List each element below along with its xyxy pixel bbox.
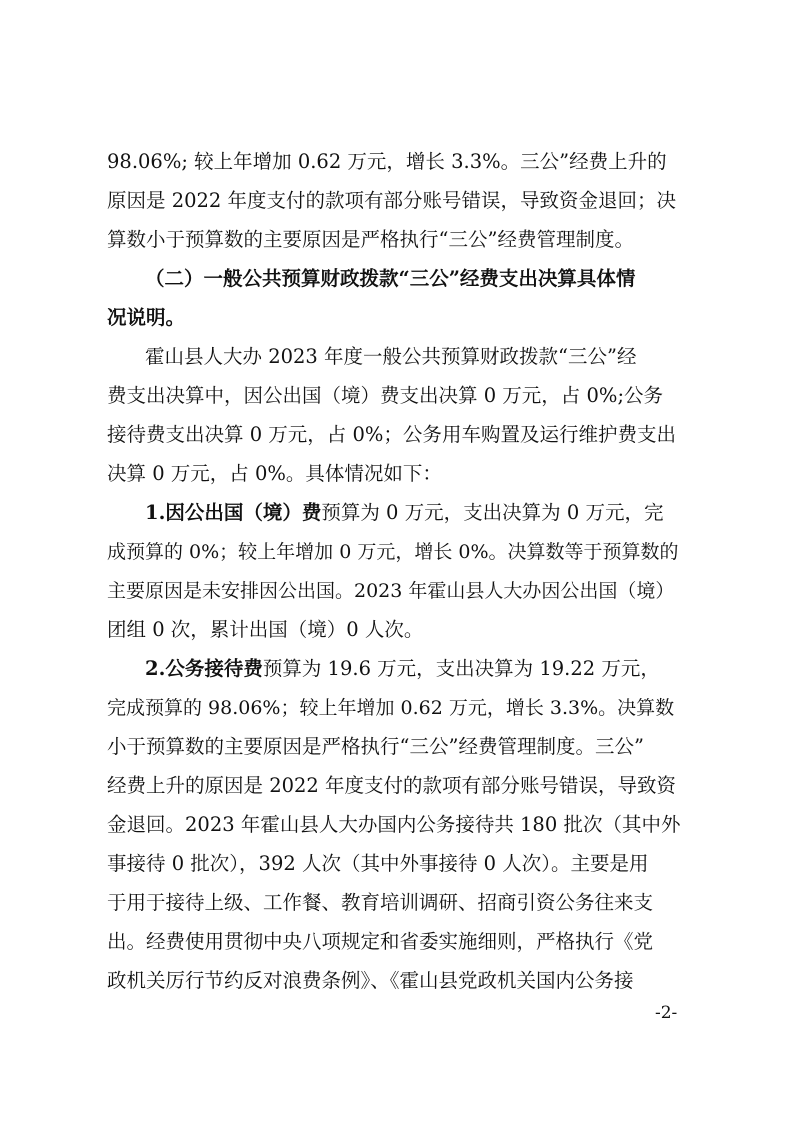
paragraph-line: 小于预算数的主要原因是严格执行“三公”经费管理制度。三公”	[107, 735, 644, 758]
item-line	[145, 500, 663, 526]
item-line	[145, 656, 660, 682]
paragraph-line: 接待费支出决算 0 万元，占 0%；公务用车购置及运行维护费支出	[107, 423, 676, 446]
paragraph-line: 事接待 0 批次），392 人次（其中外事接待 0 人次）。主要是用	[107, 852, 649, 875]
section-heading-line: 况说明。	[107, 306, 186, 329]
paragraph-line: 费支出决算中，因公出国（境）费支出决算 0 万元，占 0%;公务	[107, 384, 664, 407]
item-text: 预算为 0 万元，支出决算为 0 万元，完	[321, 501, 664, 524]
paragraph-line: 团组 0 次，累计出国（境）0 人次。	[107, 618, 424, 641]
paragraph-line: 政机关厉行节约反对浪费条例》、《霍山县党政机关国内公务接	[107, 969, 634, 992]
paragraph-line: 原因是 2022 年度支付的款项有部分账号错误，导致资金退回；决	[107, 189, 677, 212]
section-heading-line: （二）一般公共预算财政拨款“三公”经费支出决算具体情	[145, 267, 636, 290]
item-heading: 2.公务接待费	[145, 657, 263, 680]
page-number: -2-	[655, 1003, 678, 1023]
paragraph-line: 成预算的 0%；较上年增加 0 万元，增长 0%。决算数等于预算数的	[107, 541, 679, 563]
paragraph-line: 经费上升的原因是 2022 年度支付的款项有部分账号错误，导致资	[107, 774, 677, 797]
item-text: 预算为 19.6 万元，支出决算为 19.22 万元，	[262, 657, 660, 680]
paragraph-line: 主要原因是未安排因公出国。2023 年霍山县人大办因公出国（境）	[107, 580, 675, 602]
paragraph-line: 金退回。2023 年霍山县人大办国内公务接待共 180 批次（其中外	[107, 813, 681, 836]
paragraph-line: 霍山县人大办 2023 年度一般公共预算财政拨款“三公”经	[145, 345, 637, 368]
paragraph-line: 于用于接待上级、工作餐、教育培训调研、招商引资公务往来支	[107, 891, 654, 914]
item-heading: 1.因公出国（境）费	[145, 501, 322, 524]
paragraph-line: 决算 0 万元，占 0%。具体情况如下：	[107, 462, 442, 485]
paragraph-line: 算数小于预算数的主要原因是严格执行“三公”经费管理制度。	[107, 228, 634, 251]
paragraph-line: 98.06%; 较上年增加 0.62 万元，增长 3.3%。三公”经费上升的	[107, 150, 667, 173]
paragraph-line: 出。经费使用贯彻中央八项规定和省委实施细则，严格执行《党	[107, 930, 654, 953]
paragraph-line: 完成预算的 98.06%；较上年增加 0.62 万元，增长 3.3%。决算数	[107, 697, 675, 719]
